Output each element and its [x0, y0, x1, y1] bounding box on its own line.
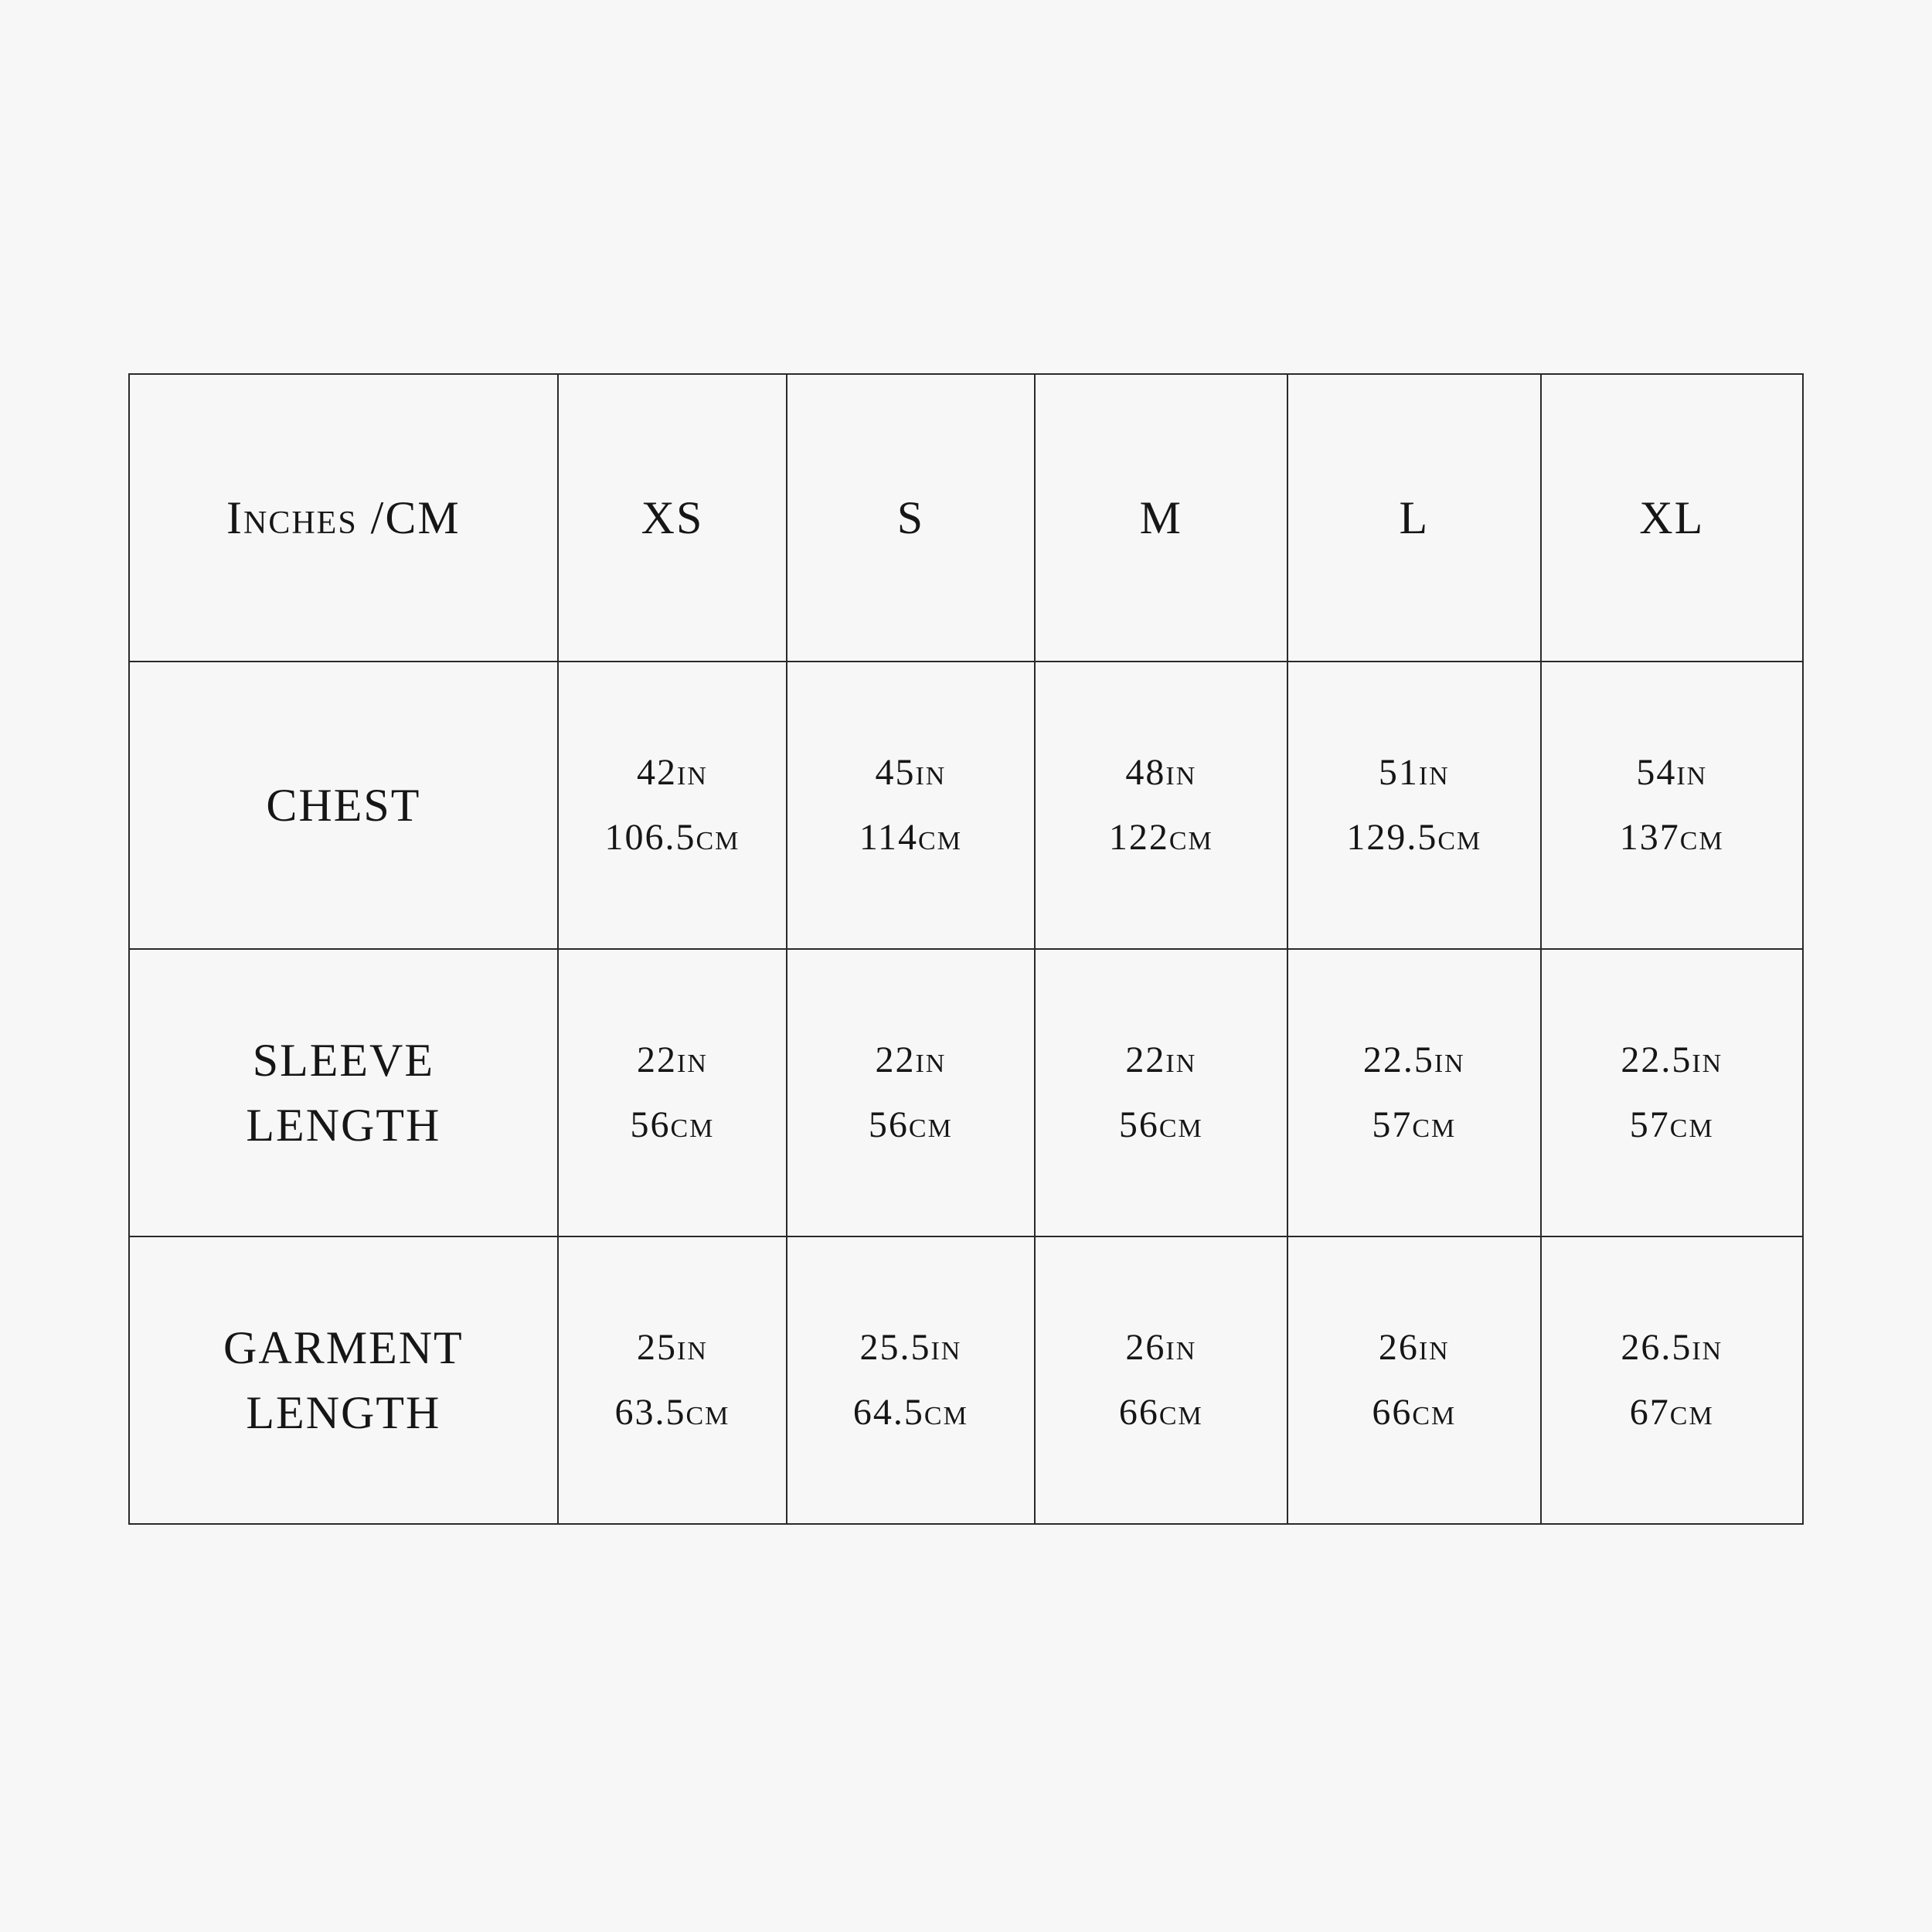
chest-xl-cell [1541, 662, 1803, 949]
sleeve-xs-cell [558, 949, 787, 1236]
chest-xs-cell [558, 662, 787, 949]
garment-length-label [129, 1236, 558, 1524]
garment-xl-cell [1541, 1236, 1803, 1524]
chest-xs-cm: 106.5cm [604, 817, 740, 858]
sleeve-length-label-line-2: LENGTH [246, 1100, 441, 1151]
garment-length-label-line-2: LENGTH [246, 1387, 441, 1438]
sleeve-s-cm: 56cm [868, 1104, 953, 1145]
garment-m-cm: 66cm [1118, 1392, 1203, 1433]
garment-s-cm: 64.5cm [852, 1392, 968, 1433]
sleeve-xs-cm: 56cm [630, 1104, 715, 1145]
chest-row [129, 662, 1803, 949]
garment-length-row [129, 1236, 1803, 1524]
chest-s-inches: 45in [875, 752, 947, 793]
garment-l-cm: 66cm [1372, 1392, 1457, 1433]
chest-label-text: CHEST [266, 780, 421, 831]
garment-xs-inches: 25in [637, 1327, 708, 1368]
chest-label [129, 662, 558, 949]
sleeve-length-row [129, 949, 1803, 1236]
size-header-xl: XL [1541, 374, 1803, 662]
chest-l-inches: 51in [1378, 752, 1450, 793]
sleeve-length-label [129, 949, 558, 1236]
size-header-row [129, 374, 1803, 662]
sleeve-length-label-line-1: SLEEVE [252, 1035, 435, 1086]
garment-l-cell [1287, 1236, 1540, 1524]
sleeve-m-cm: 56cm [1118, 1104, 1203, 1145]
size-header-s: S [787, 374, 1034, 662]
size-header-l: L [1287, 374, 1540, 662]
chest-xs-inches: 42in [637, 752, 708, 793]
garment-xs-cm: 63.5cm [614, 1392, 730, 1433]
garment-length-label-line-1: GARMENT [223, 1322, 464, 1373]
chest-l-cm: 129.5cm [1346, 817, 1482, 858]
chest-xl-cm: 137cm [1619, 817, 1724, 858]
sleeve-m-cell [1035, 949, 1287, 1236]
chest-m-inches: 48in [1125, 752, 1197, 793]
chest-l-cell [1287, 662, 1540, 949]
garment-xl-inches: 26.5in [1621, 1327, 1723, 1368]
size-header-m: M [1035, 374, 1287, 662]
chest-s-cell [787, 662, 1034, 949]
garment-l-inches: 26in [1378, 1327, 1450, 1368]
chest-m-cm: 122cm [1108, 817, 1213, 858]
sleeve-l-cell [1287, 949, 1540, 1236]
sleeve-s-cell [787, 949, 1034, 1236]
size-header-xs: XS [558, 374, 787, 662]
garment-xs-cell [558, 1236, 787, 1524]
garment-m-inches: 26in [1125, 1327, 1197, 1368]
chest-m-cell [1035, 662, 1287, 949]
size-chart-table [128, 373, 1804, 1525]
sleeve-m-inches: 22in [1125, 1039, 1197, 1080]
sleeve-l-inches: 22.5in [1362, 1039, 1465, 1080]
sleeve-xl-cell [1541, 949, 1803, 1236]
garment-xl-cm: 67cm [1629, 1392, 1714, 1433]
sleeve-xl-cm: 57cm [1629, 1104, 1714, 1145]
sleeve-l-cm: 57cm [1372, 1104, 1457, 1145]
sleeve-xs-inches: 22in [637, 1039, 708, 1080]
sleeve-s-inches: 22in [875, 1039, 947, 1080]
garment-s-inches: 25.5in [859, 1327, 962, 1368]
garment-s-cell [787, 1236, 1034, 1524]
units-header: Inches /CM [129, 374, 558, 662]
chest-s-cm: 114cm [859, 817, 962, 858]
garment-m-cell [1035, 1236, 1287, 1524]
chest-xl-inches: 54in [1636, 752, 1708, 793]
sleeve-xl-inches: 22.5in [1621, 1039, 1723, 1080]
